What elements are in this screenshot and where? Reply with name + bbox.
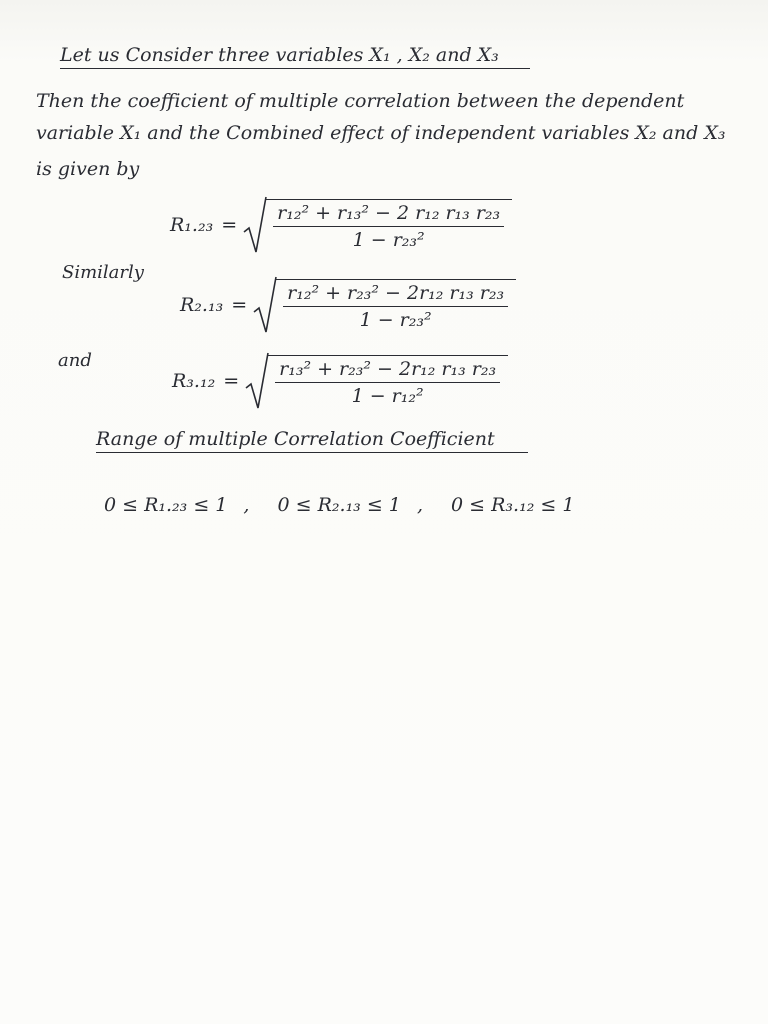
range-inequalities bbox=[104, 494, 574, 516]
range-separator: , bbox=[416, 494, 423, 516]
similarly-label: Similarly bbox=[62, 262, 144, 283]
denominator: 1 − r₁₂² bbox=[351, 385, 424, 407]
paragraph-line-3: is given by bbox=[36, 158, 140, 180]
paragraph-line-1: Then the coefficient of multiple correlation between the dependent bbox=[36, 90, 685, 112]
formula-lhs: R₂.₁₃ bbox=[180, 294, 224, 316]
paragraph-line-2: variable X₁ and the Combined effect of independent variables X₂ and X₃ bbox=[36, 122, 726, 144]
denominator: 1 − r₂₃² bbox=[352, 229, 425, 251]
formula-r1-23 bbox=[170, 196, 512, 254]
fraction bbox=[265, 199, 512, 251]
fraction bbox=[267, 355, 508, 407]
equals-sign: = bbox=[221, 214, 238, 236]
heading: Let us Consider three variables X₁ , X₂ and X₃ bbox=[60, 44, 530, 69]
radical-sign-icon bbox=[245, 352, 269, 410]
square-root bbox=[243, 196, 512, 254]
radical-sign-icon bbox=[253, 276, 277, 334]
and-label: and bbox=[58, 350, 92, 371]
range-r3-12: 0 ≤ R₃.₁₂ ≤ 1 bbox=[451, 494, 575, 516]
square-root bbox=[245, 352, 508, 410]
range-separator: , bbox=[243, 494, 250, 516]
formula-r3-12 bbox=[172, 352, 508, 410]
equals-sign: = bbox=[223, 370, 240, 392]
range-heading: Range of multiple Correlation Coefficient bbox=[96, 428, 528, 453]
numerator: r₁₂² + r₁₃² − 2 r₁₂ r₁₃ r₂₃ bbox=[273, 202, 504, 227]
fraction bbox=[275, 279, 516, 331]
denominator: 1 − r₂₃² bbox=[359, 309, 432, 331]
range-r2-13: 0 ≤ R₂.₁₃ ≤ 1 bbox=[277, 494, 401, 516]
numerator: r₁₂² + r₂₃² − 2r₁₂ r₁₃ r₂₃ bbox=[283, 282, 508, 307]
equals-sign: = bbox=[231, 294, 248, 316]
numerator: r₁₃² + r₂₃² − 2r₁₂ r₁₃ r₂₃ bbox=[275, 358, 500, 383]
formula-lhs: R₁.₂₃ bbox=[170, 214, 214, 236]
formula-r2-13 bbox=[180, 276, 516, 334]
square-root bbox=[253, 276, 516, 334]
radical-sign-icon bbox=[243, 196, 267, 254]
formula-lhs: R₃.₁₂ bbox=[172, 370, 216, 392]
range-r1-23: 0 ≤ R₁.₂₃ ≤ 1 bbox=[104, 494, 228, 516]
